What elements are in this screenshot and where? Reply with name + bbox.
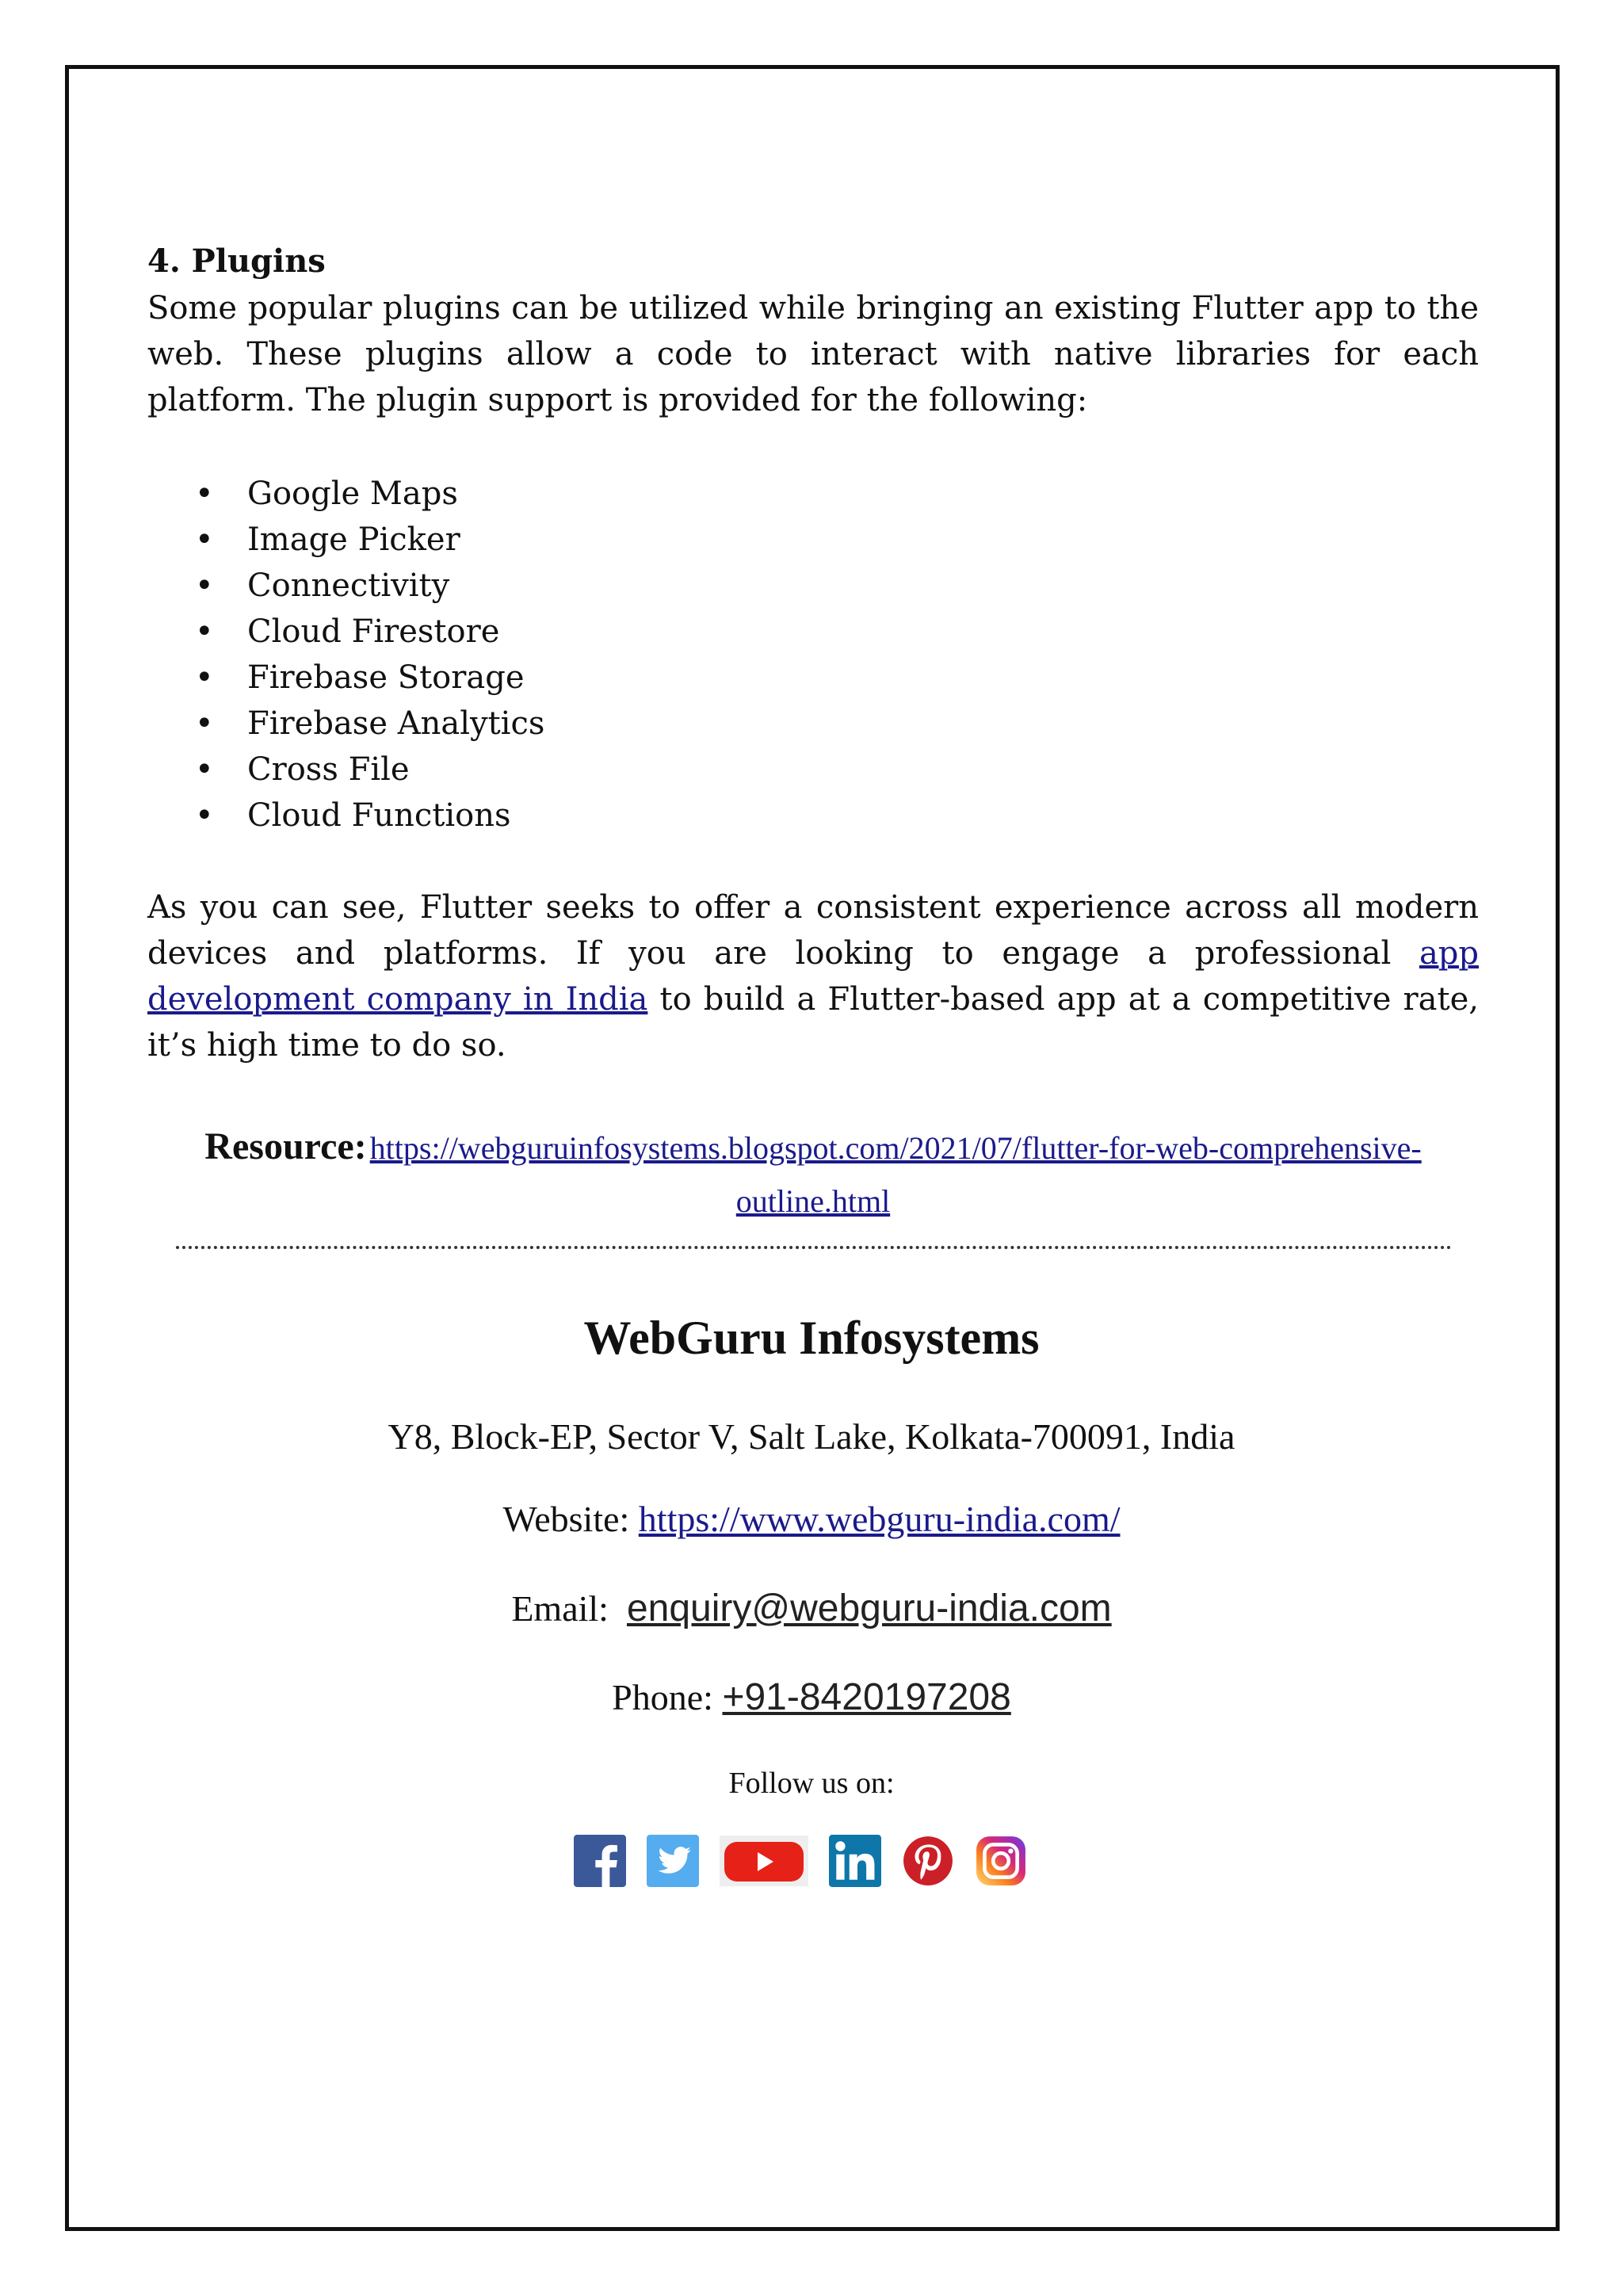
- plugin-list: [147, 471, 544, 839]
- bullet-icon: •: [195, 659, 214, 696]
- bullet-icon: •: [195, 751, 214, 788]
- twitter-icon[interactable]: [647, 1835, 699, 1887]
- bullet-icon: •: [195, 613, 214, 650]
- linkedin-icon[interactable]: [829, 1835, 881, 1887]
- email-label: Email:: [511, 1588, 609, 1629]
- closing-text-before: As you can see, Flutter seeks to offer a consistent experience across all modern devices and platforms. If you are looking to engage a professional: [147, 889, 1479, 972]
- follow-us-label: Follow us on:: [728, 1767, 895, 1800]
- resource-link-line2: outline.html: [735, 1183, 891, 1219]
- facebook-icon[interactable]: [574, 1835, 626, 1887]
- website-link[interactable]: https://www.webguru-india.com/: [638, 1499, 1121, 1539]
- list-item: [147, 655, 544, 701]
- youtube-icon[interactable]: [720, 1835, 808, 1887]
- closing-text-after: to build a Flutter-based app at a competitive rate, it’s high time to do so.: [147, 981, 1479, 1064]
- social-icons: [574, 1832, 1048, 1889]
- resource-block: [147, 1124, 1479, 1232]
- resource-link[interactable]: [370, 1130, 1422, 1219]
- plugin-name: Google Maps: [247, 476, 458, 512]
- phone-link[interactable]: +91-8420197208: [722, 1676, 1011, 1718]
- resource-link-line1: https://webguruinfosystems.blogspot.com/2021/07/flutter-for-web-comprehensive-: [369, 1130, 1422, 1166]
- plugin-name: Firebase Analytics: [247, 705, 545, 742]
- section-heading: 4. Plugins: [147, 243, 326, 280]
- plugin-name: Connectivity: [247, 567, 450, 604]
- list-item: [147, 609, 544, 655]
- plugin-name: Firebase Storage: [247, 659, 525, 696]
- intro-paragraph: Some popular plugins can be utilized while bringing an existing Flutter app to the web. These plugins allow a code to interact with native libraries for each platform. The plugin support is provided for the following:: [147, 290, 1479, 418]
- resource-label: Resource:: [204, 1125, 367, 1167]
- plugin-name: Image Picker: [247, 521, 460, 558]
- email-line: [0, 1587, 1623, 1630]
- bullet-icon: •: [195, 705, 214, 742]
- list-item: [147, 471, 544, 517]
- bullet-icon: •: [195, 797, 214, 834]
- plugin-name: Cloud Functions: [247, 797, 511, 834]
- plugin-name: Cloud Firestore: [247, 613, 500, 650]
- company-address: Y8, Block-EP, Sector V, Salt Lake, Kolkata-700091, India: [388, 1416, 1235, 1457]
- website-label: Website:: [502, 1499, 630, 1539]
- closing-paragraph: [147, 884, 1479, 1068]
- pinterest-icon[interactable]: [902, 1835, 954, 1887]
- list-item: [147, 701, 544, 747]
- list-item: [147, 747, 544, 793]
- plugin-name: Cross File: [247, 751, 410, 788]
- phone-label: Phone:: [612, 1677, 713, 1717]
- phone-line: [0, 1675, 1623, 1719]
- list-item: [147, 563, 544, 609]
- bullet-icon: •: [195, 521, 214, 558]
- list-item: [147, 517, 544, 563]
- bullet-icon: •: [195, 567, 214, 604]
- company-name: WebGuru Infosystems: [583, 1312, 1040, 1364]
- list-item: [147, 793, 544, 839]
- app-development-link[interactable]: app development company in India: [147, 935, 1479, 1018]
- website-line: [0, 1498, 1623, 1540]
- bullet-icon: •: [195, 476, 214, 512]
- email-link[interactable]: enquiry@webguru-india.com: [626, 1587, 1112, 1629]
- instagram-icon[interactable]: [975, 1835, 1027, 1887]
- dotted-divider: [176, 1246, 1452, 1249]
